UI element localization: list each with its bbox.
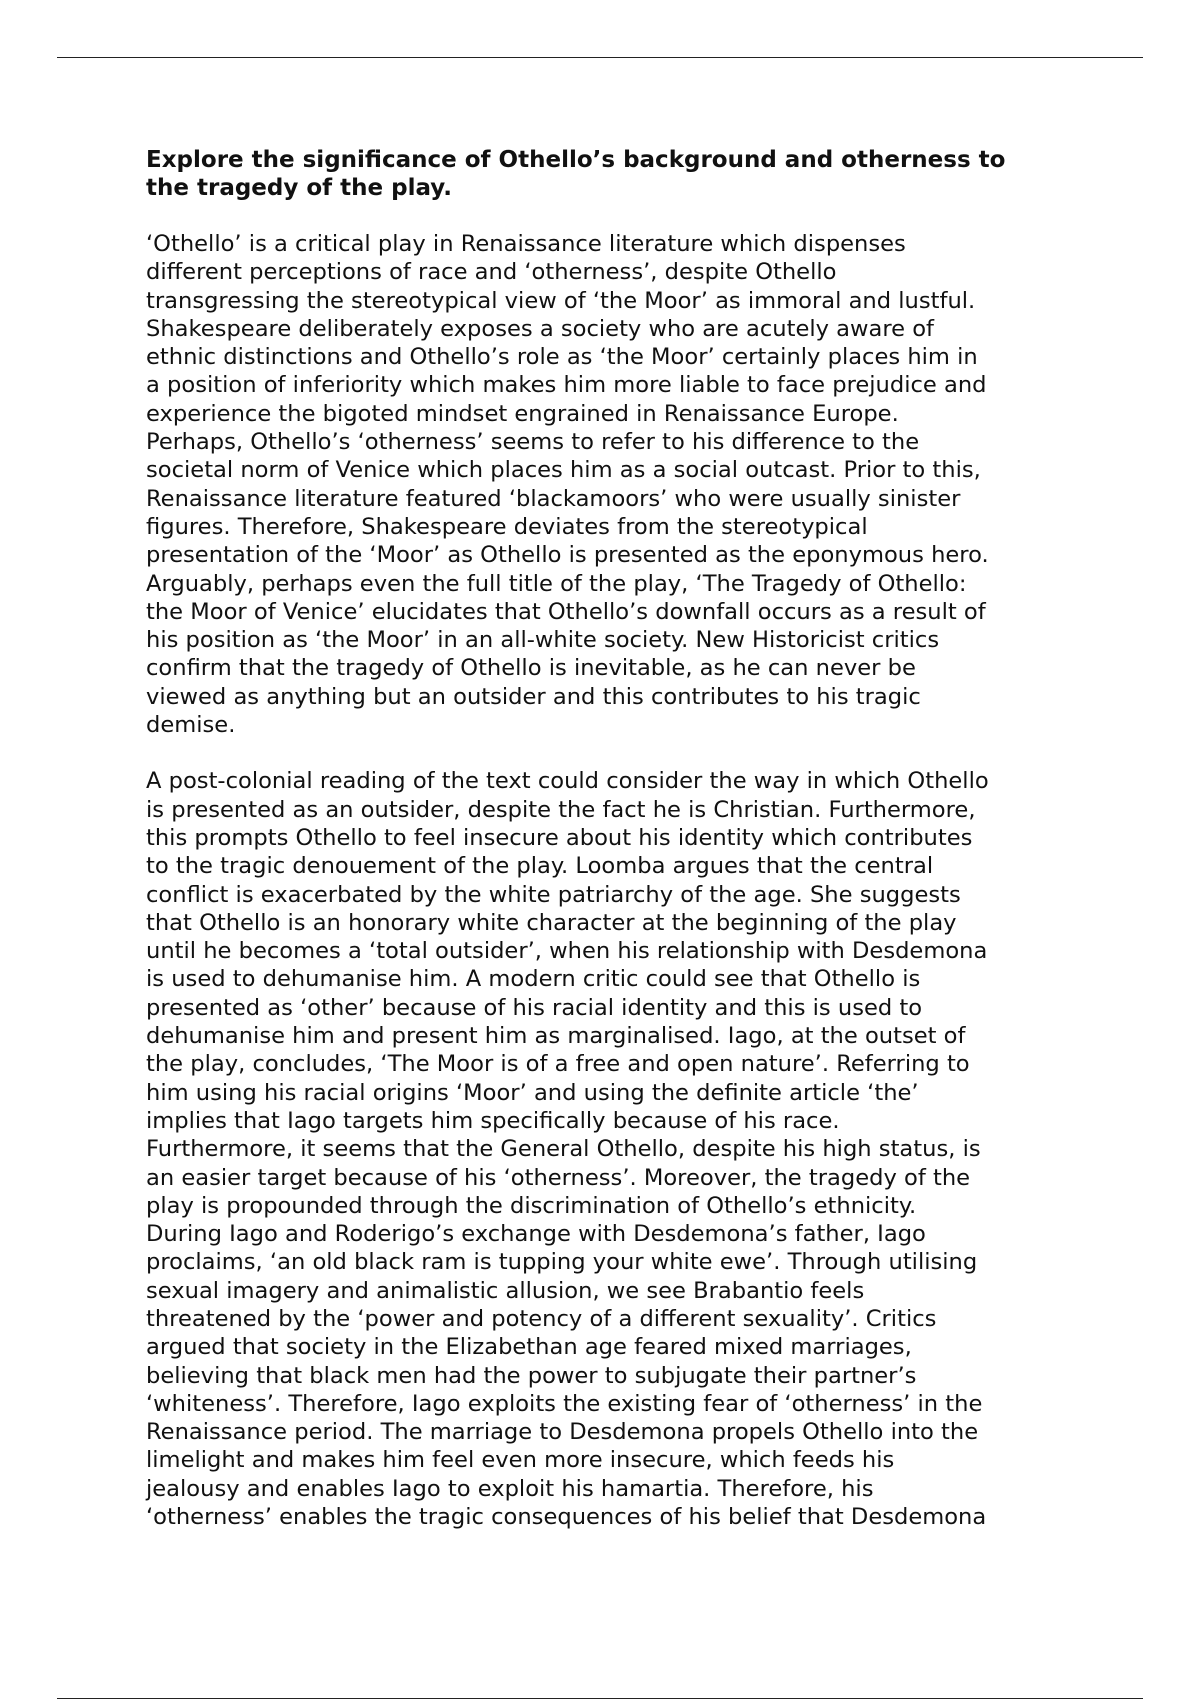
paragraph-line: limelight and makes him feel even more insecure, which feeds his — [146, 1447, 895, 1474]
paragraph-line: figures. Therefore, Shakespeare deviates from the stereotypical — [146, 513, 868, 540]
paragraph-line: this prompts Othello to feel insecure about his identity which contributes — [146, 824, 973, 851]
paragraph-line: dehumanise him and present him as marginalised. Iago, at the outset of — [146, 1023, 966, 1050]
bottom-divider — [57, 1698, 1143, 1699]
paragraph-line: the Moor of Venice’ elucidates that Othello’s downfall occurs as a result of — [146, 598, 986, 625]
paragraph-line: argued that society in the Elizabethan age feared mixed marriages, — [146, 1334, 912, 1361]
paragraph-line: different perceptions of race and ‘otherness’, despite Othello — [146, 259, 837, 286]
paragraph-line: proclaims, ‘an old black ram is tupping your white ewe’. Through utilising — [146, 1249, 978, 1276]
title-line: the tragedy of the play. — [146, 175, 452, 201]
paragraph-line: his position as ‘the Moor’ in an all-white society. New Historicist critics — [146, 627, 940, 654]
paragraph-line: an easier target because of his ‘otherness’. Moreover, the tragedy of the — [146, 1164, 971, 1191]
paragraph-line: societal norm of Venice which places him as a social outcast. Prior to this, — [146, 457, 981, 484]
paragraph-line: viewed as anything but an outsider and this contributes to his tragic — [146, 683, 921, 710]
paragraph-line: ‘whiteness’. Therefore, Iago exploits the existing fear of ‘otherness’ in the — [146, 1390, 983, 1417]
paragraph-line: demise. — [146, 712, 236, 739]
paragraph-line: Renaissance period. The marriage to Desdemona propels Othello into the — [146, 1419, 979, 1446]
paragraph-line: A post-colonial reading of the text could consider the way in which Othello — [146, 768, 989, 795]
paragraph-line: Furthermore, it seems that the General Othello, despite his high status, is — [146, 1136, 981, 1163]
paragraph-line: confirm that the tragedy of Othello is inevitable, as he can never be — [146, 655, 916, 682]
paragraph-line: Arguably, perhaps even the full title of the play, ‘The Tragedy of Othello: — [146, 570, 967, 597]
paragraph-line: is used to dehumanise him. A modern critic could see that Othello is — [146, 966, 921, 993]
paragraph-line: sexual imagery and animalistic allusion, we see Brabantio feels — [146, 1277, 865, 1304]
paragraph-line: conflict is exacerbated by the white patriarchy of the age. She suggests — [146, 881, 961, 908]
paragraph-line: that Othello is an honorary white character at the beginning of the play — [146, 909, 957, 936]
paragraph-line: experience the bigoted mindset engrained in Renaissance Europe. — [146, 400, 899, 427]
paragraph-line: presentation of the ‘Moor’ as Othello is presented as the eponymous hero. — [146, 542, 989, 569]
paragraph-line: is presented as an outsider, despite the fact he is Christian. Furthermore, — [146, 796, 976, 823]
paragraph-line: Shakespeare deliberately exposes a society who are acutely aware of — [146, 315, 935, 342]
paragraph-line: Perhaps, Othello’s ‘otherness’ seems to refer to his difference to the — [146, 429, 920, 456]
paragraph-line: until he becomes a ‘total outsider’, when his relationship with Desdemona — [146, 938, 988, 965]
paragraph-line: believing that black men had the power to subjugate their partner’s — [146, 1362, 917, 1389]
paragraph-1 — [146, 230, 1066, 739]
paragraph-line: During Iago and Roderigo’s exchange with Desdemona’s father, Iago — [146, 1221, 926, 1248]
paragraph-line: to the tragic denouement of the play. Loomba argues that the central — [146, 853, 934, 880]
paragraph-line: a position of inferiority which makes him more liable to face prejudice and — [146, 372, 987, 399]
paragraph-line: transgressing the stereotypical view of ‘the Moor’ as immoral and lustful. — [146, 287, 976, 314]
paragraph-line: ethnic distinctions and Othello’s role as ‘the Moor’ certainly places him in — [146, 344, 978, 371]
essay-title — [146, 146, 1066, 202]
paragraph-line: implies that Iago targets him specifically because of his race. — [146, 1107, 840, 1134]
paragraph-line: jealousy and enables Iago to exploit his hamartia. Therefore, his — [146, 1475, 874, 1502]
paragraph-line: presented as ‘other’ because of his racial identity and this is used to — [146, 994, 923, 1021]
paragraph-line: play is propounded through the discrimination of Othello’s ethnicity. — [146, 1192, 917, 1219]
document-body — [146, 146, 1066, 1559]
top-divider — [57, 57, 1143, 58]
paragraph-line: Renaissance literature featured ‘blackamoors’ who were usually sinister — [146, 485, 961, 512]
paragraph-line: him using his racial origins ‘Moor’ and using the definite article ‘the’ — [146, 1079, 919, 1106]
paragraph-line: threatened by the ‘power and potency of a different sexuality’. Critics — [146, 1305, 937, 1332]
paragraph-line: ‘Othello’ is a critical play in Renaissance literature which dispenses — [146, 231, 906, 257]
paragraph-2 — [146, 767, 1066, 1531]
paragraph-line: the play, concludes, ‘The Moor is of a free and open nature’. Referring to — [146, 1051, 970, 1078]
title-line: Explore the significance of Othello’s background and otherness to — [146, 147, 1006, 173]
paragraph-line: ‘otherness’ enables the tragic consequences of his belief that Desdemona — [146, 1504, 987, 1531]
